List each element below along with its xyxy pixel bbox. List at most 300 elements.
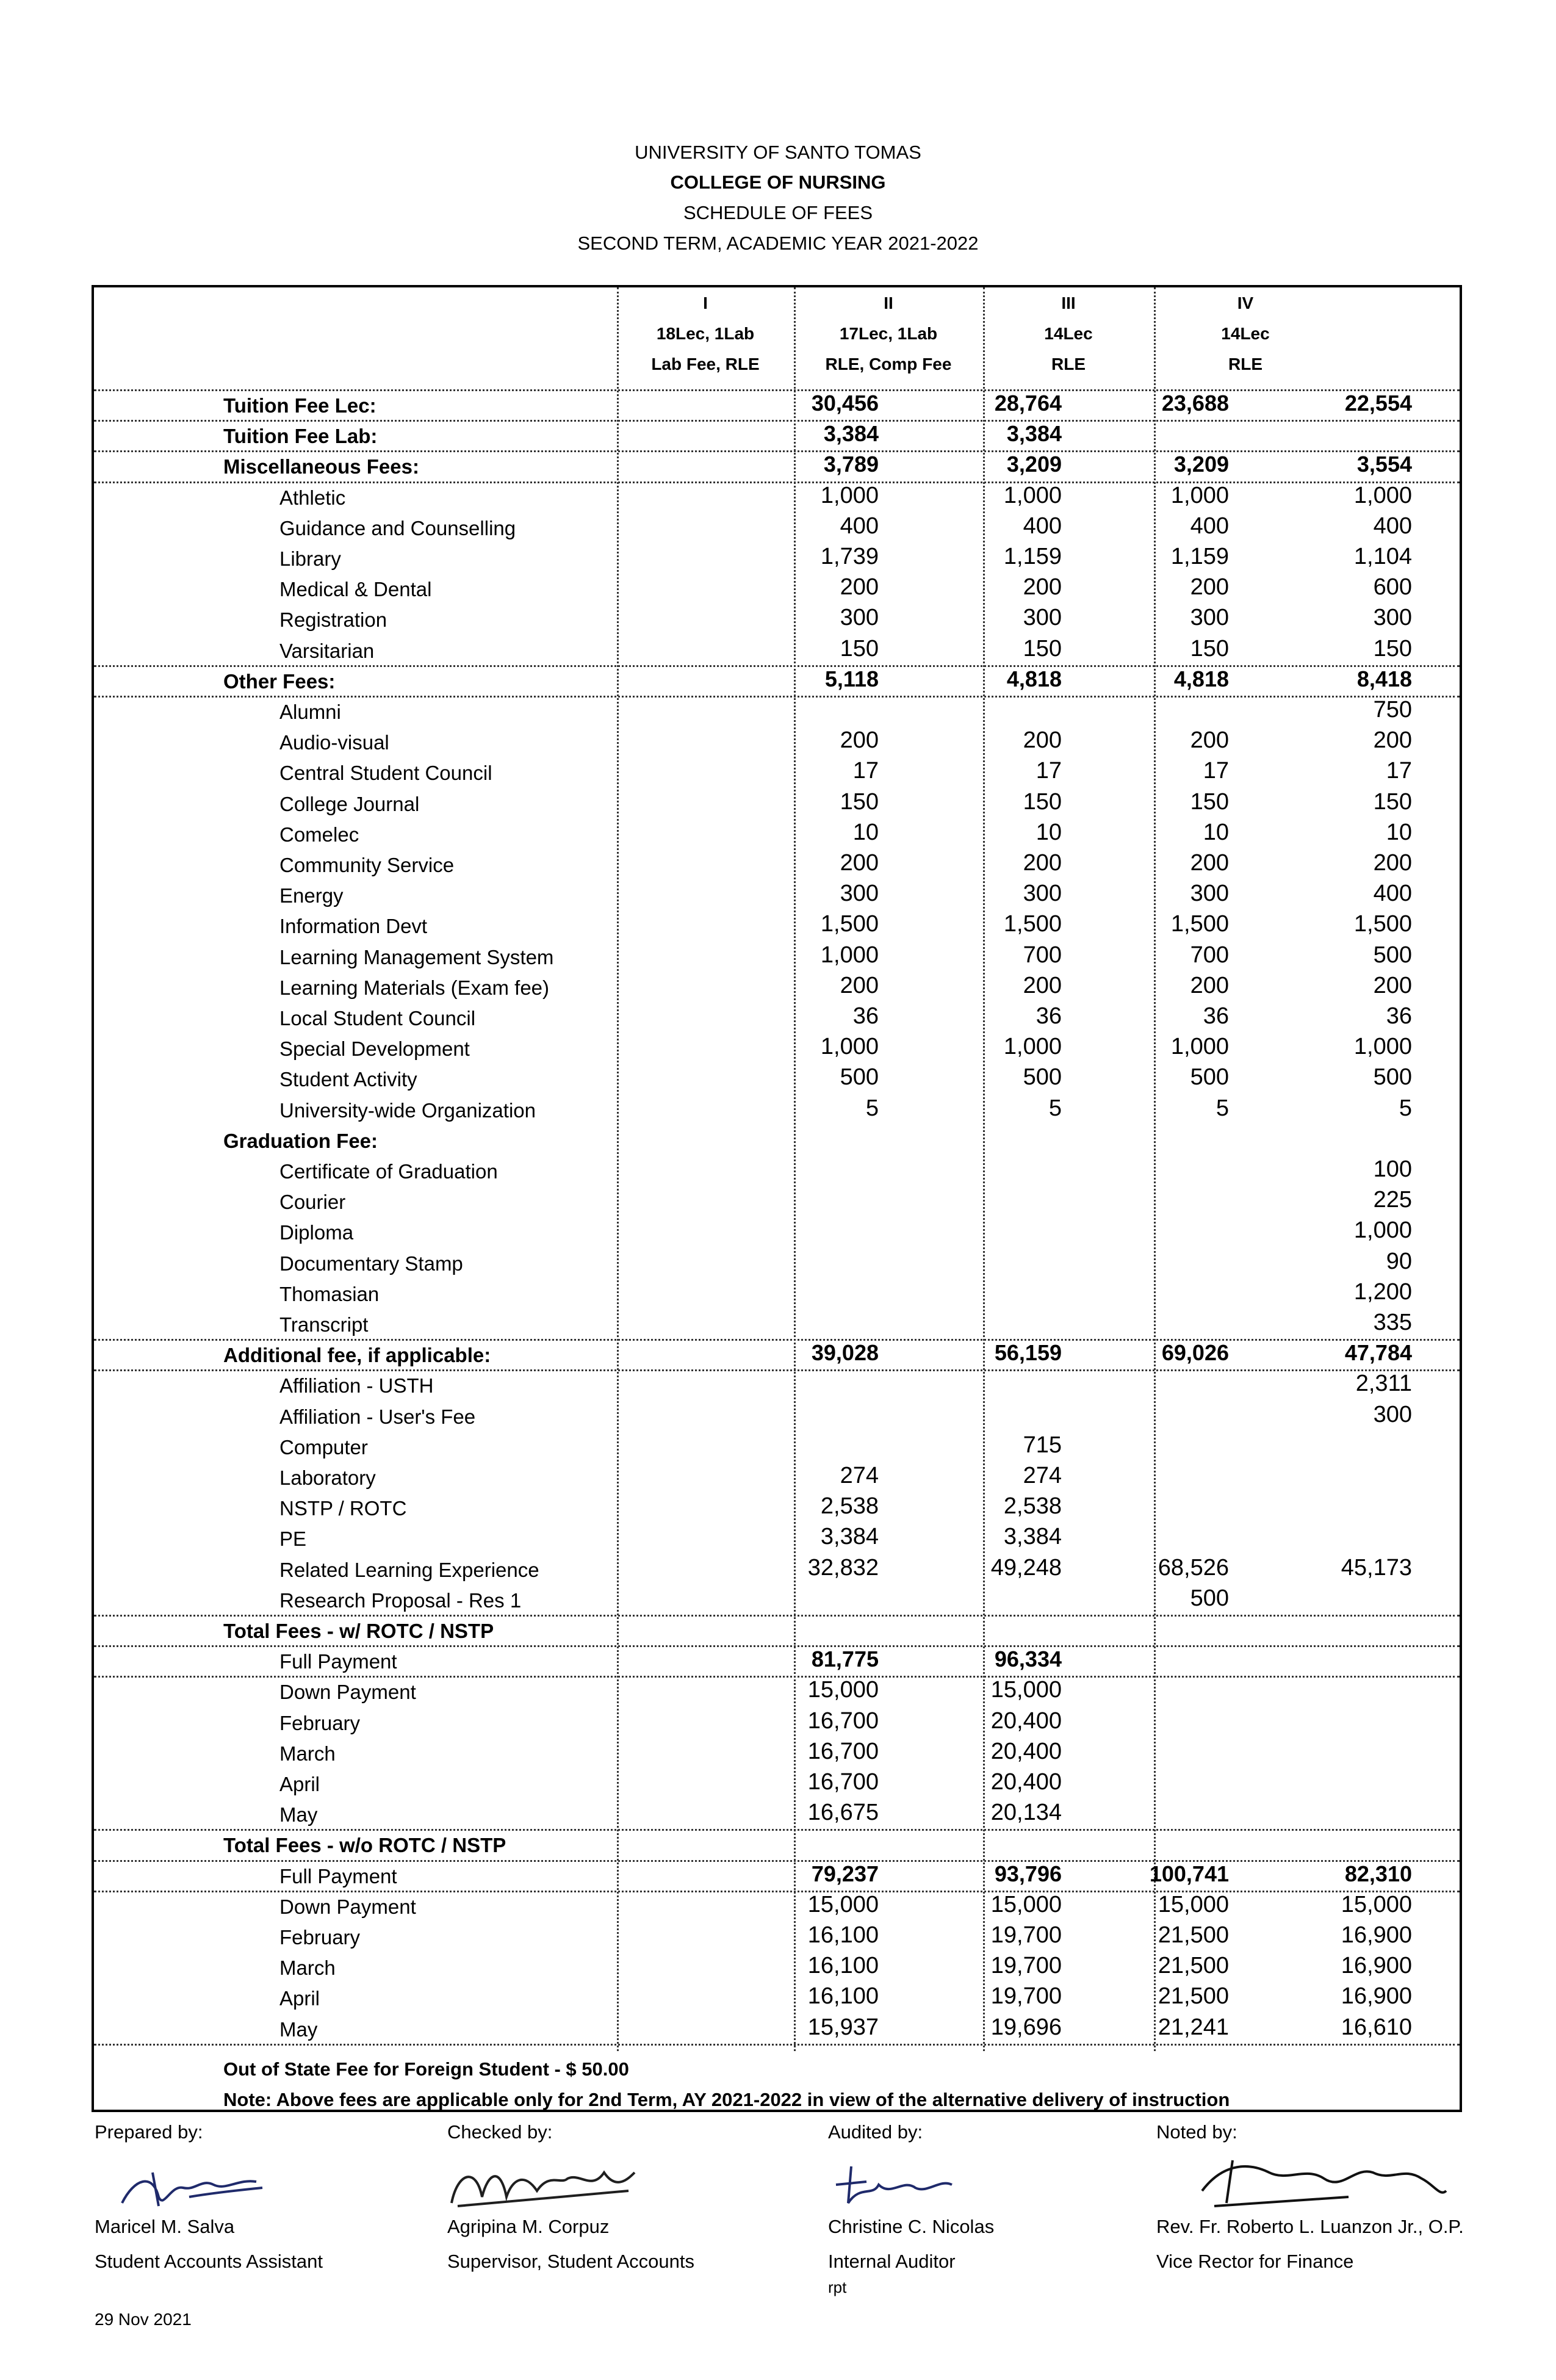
- table-row: [94, 450, 1460, 481]
- fee-amount-year-3: 1,500: [1170, 911, 1229, 937]
- fee-amount-year-4: 17: [1386, 758, 1412, 784]
- fee-amount-year-2: 3,384: [1003, 1524, 1062, 1549]
- fee-amount-year-4: 200: [1373, 727, 1412, 753]
- fee-amount-year-1: 36: [852, 1003, 879, 1029]
- row-separator: [94, 1369, 1460, 1371]
- fee-amount-year-4: 5: [1399, 1095, 1412, 1121]
- fee-amount-year-3: 36: [1203, 1003, 1229, 1029]
- fee-amount-year-4: 1,104: [1353, 544, 1412, 569]
- fee-amount-year-1: 274: [840, 1463, 879, 1488]
- fee-amount-year-4: 2,311: [1355, 1371, 1412, 1396]
- fee-amount-year-3: 69,026: [1161, 1340, 1229, 1365]
- fee-amount-year-2: 93,796: [994, 1861, 1062, 1886]
- fee-amount-year-3: 23,688: [1161, 391, 1229, 416]
- fee-label: Audio-visual: [279, 731, 389, 754]
- fee-label: Varsitarian: [279, 640, 375, 662]
- fee-label: Registration: [279, 608, 387, 631]
- fee-amount-year-2: 15,000: [990, 1892, 1062, 1917]
- table-row: [94, 1186, 1460, 1216]
- fee-amount-year-1: 1,000: [820, 942, 879, 968]
- row-separator: [94, 1676, 1460, 1678]
- fee-amount-year-4: 150: [1373, 636, 1412, 662]
- fee-amount-year-1: 16,675: [807, 1800, 879, 1825]
- table-row: [94, 389, 1460, 420]
- fee-amount-year-1: 32,832: [807, 1555, 879, 1581]
- table-row: [94, 1829, 1460, 1859]
- fee-amount-year-1: 79,237: [811, 1861, 879, 1886]
- checked-by-label: Checked by:: [447, 2121, 553, 2143]
- fee-label: PE: [279, 1527, 307, 1550]
- fee-amount-year-4: 15,000: [1341, 1892, 1412, 1917]
- fee-amount-year-1: 1,000: [820, 483, 879, 508]
- college-name: COLLEGE OF NURSING: [670, 171, 886, 193]
- fee-amount-year-4: 500: [1373, 1064, 1412, 1090]
- fee-amount-year-4: 750: [1373, 697, 1412, 723]
- fee-amount-year-2: 15,000: [990, 1677, 1062, 1703]
- fee-amount-year-1: 300: [840, 605, 879, 630]
- row-separator: [94, 389, 1460, 391]
- fee-amount-year-2: 500: [1023, 1064, 1062, 1090]
- fee-amount-year-1: 15,000: [807, 1892, 879, 1917]
- fee-amount-year-2: 150: [1023, 789, 1062, 815]
- fee-label: Information Devt: [279, 915, 428, 937]
- fee-amount-year-3: 200: [1190, 574, 1229, 600]
- fee-amount-year-1: 16,700: [807, 1739, 879, 1764]
- fee-amount-year-3: 500: [1190, 1064, 1229, 1090]
- fee-amount-year-4: 150: [1373, 789, 1412, 815]
- fee-amount-year-3: 3,209: [1173, 452, 1229, 477]
- fee-amount-year-2: 10: [1036, 820, 1062, 845]
- fee-amount-year-1: 150: [840, 636, 879, 662]
- table-row: [94, 1431, 1460, 1462]
- fee-amount-year-3: 21,500: [1158, 1922, 1229, 1948]
- fee-amount-year-1: 300: [840, 881, 879, 906]
- fee-amount-year-3: 4,818: [1173, 666, 1229, 691]
- fee-label: Learning Management System: [279, 946, 554, 968]
- fee-amount-year-1: 200: [840, 574, 879, 600]
- fee-amount-year-4: 300: [1373, 605, 1412, 630]
- fee-amount-year-3: 300: [1190, 605, 1229, 630]
- fee-amount-year-4: 200: [1373, 973, 1412, 998]
- fee-amount-year-2: 19,696: [990, 2014, 1062, 2040]
- fee-amount-year-2: 3,384: [1006, 421, 1062, 446]
- fee-amount-year-2: 200: [1023, 727, 1062, 753]
- fee-label: February: [279, 1926, 361, 1949]
- fee-amount-year-3: 400: [1190, 513, 1229, 539]
- fee-amount-year-3: 21,500: [1158, 1983, 1229, 2009]
- table-row: [94, 788, 1460, 818]
- fee-label: Diploma: [279, 1221, 354, 1244]
- noted-by-label: Noted by:: [1156, 2121, 1237, 2143]
- table-row: [94, 573, 1460, 604]
- fee-label: Down Payment: [279, 1681, 416, 1703]
- row-separator: [94, 1860, 1460, 1862]
- table-row: [94, 1768, 1460, 1798]
- signatory-title-4: Vice Rector for Finance: [1156, 2251, 1354, 2272]
- row-separator: [94, 1339, 1460, 1341]
- table-row: [94, 635, 1460, 665]
- section-label: Total Fees - w/o ROTC / NSTP: [223, 1834, 506, 1856]
- fee-amount-year-1: 200: [840, 973, 879, 998]
- row-separator: [94, 1891, 1460, 1892]
- table-row: [94, 543, 1460, 573]
- fee-table: [92, 285, 1462, 2112]
- fee-amount-year-2: 1,000: [1003, 1034, 1062, 1059]
- fee-label: Comelec: [279, 823, 359, 846]
- table-row: [94, 1737, 1460, 1768]
- fee-label: March: [279, 1956, 336, 1979]
- fee-label: Special Development: [279, 1037, 470, 1060]
- fee-amount-year-4: 1,000: [1353, 1217, 1412, 1243]
- table-row: [94, 1676, 1460, 1706]
- fee-amount-year-4: 1,500: [1353, 911, 1412, 937]
- fee-amount-year-1: 1,000: [820, 1034, 879, 1059]
- fee-amount-year-3: 500: [1190, 1585, 1229, 1611]
- fee-label: NSTP / ROTC: [279, 1497, 407, 1520]
- fee-amount-year-1: 1,739: [820, 544, 879, 569]
- fee-amount-year-1: 30,456: [811, 391, 879, 416]
- fee-amount-year-2: 400: [1023, 513, 1062, 539]
- col-header-load-4: 14Lec: [1221, 324, 1270, 343]
- row-separator: [94, 1645, 1460, 1647]
- fee-amount-year-4: 82,310: [1344, 1861, 1412, 1886]
- fee-amount-year-4: 10: [1386, 820, 1412, 845]
- table-row: [94, 2013, 1460, 2044]
- signatory-name-2: Agripina M. Corpuz: [447, 2216, 610, 2237]
- fee-amount-year-1: 3,789: [823, 452, 879, 477]
- fee-label: April: [279, 1773, 320, 1795]
- fee-amount-year-4: 45,173: [1341, 1555, 1412, 1581]
- fee-amount-year-2: 20,400: [990, 1739, 1062, 1764]
- fee-amount-year-4: 90: [1386, 1249, 1412, 1274]
- fee-amount-year-2: 715: [1023, 1432, 1062, 1458]
- fee-amount-year-1: 10: [852, 820, 879, 845]
- table-row: [94, 879, 1460, 910]
- fee-amount-year-4: 600: [1373, 574, 1412, 600]
- fee-amount-year-2: 1,159: [1003, 544, 1062, 569]
- table-row: [94, 1308, 1460, 1339]
- section-label: Other Fees:: [223, 670, 336, 693]
- fee-amount-year-1: 400: [840, 513, 879, 539]
- foreign-student-fee-note: Out of State Fee for Foreign Student - $ 50.00: [223, 2058, 629, 2080]
- preparer-initials: rpt: [828, 2278, 847, 2296]
- fee-label: Laboratory: [279, 1466, 376, 1489]
- table-row: [94, 512, 1460, 543]
- fee-label: Transcript: [279, 1313, 369, 1336]
- fee-label: February: [279, 1712, 361, 1734]
- fee-amount-year-4: 200: [1373, 850, 1412, 876]
- table-row: [94, 1247, 1460, 1278]
- row-separator: [94, 420, 1460, 422]
- fee-label: Full Payment: [279, 1865, 397, 1888]
- row-separator: [94, 1829, 1460, 1831]
- fee-amount-year-3: 68,526: [1158, 1555, 1229, 1581]
- fee-label: Student Activity: [279, 1068, 417, 1091]
- signatory-title-1: Student Accounts Assistant: [95, 2251, 323, 2272]
- signatory-name-1: Maricel M. Salva: [95, 2216, 235, 2237]
- fee-amount-year-2: 150: [1023, 636, 1062, 662]
- fee-label: Certificate of Graduation: [279, 1160, 498, 1183]
- fee-label: Alumni: [279, 701, 341, 723]
- col-header-load-2: 17Lec, 1Lab: [839, 324, 938, 343]
- col-header-load-1: 18Lec, 1Lab: [656, 324, 755, 343]
- fee-amount-year-3: 1,159: [1170, 544, 1229, 569]
- fee-amount-year-2: 17: [1036, 758, 1062, 784]
- fee-amount-year-4: 400: [1373, 881, 1412, 906]
- fee-amount-year-1: 150: [840, 789, 879, 815]
- fee-amount-year-3: 17: [1203, 758, 1229, 784]
- col-header-extra-1: Lab Fee, RLE: [651, 355, 760, 373]
- fee-amount-year-3: 200: [1190, 850, 1229, 876]
- section-label: Tuition Fee Lab:: [223, 425, 378, 447]
- fee-amount-year-4: 400: [1373, 513, 1412, 539]
- col-header-year-4: IV: [1237, 294, 1254, 312]
- table-row: [94, 1094, 1460, 1125]
- fee-label: Affiliation - USTH: [279, 1374, 434, 1397]
- row-separator: [94, 2044, 1460, 2046]
- fee-amount-year-1: 16,700: [807, 1708, 879, 1734]
- fee-label: Computer: [279, 1436, 368, 1459]
- row-separator: [94, 696, 1460, 698]
- fee-label: Library: [279, 547, 341, 570]
- fee-label: Community Service: [279, 854, 455, 876]
- fee-amount-year-2: 5: [1048, 1095, 1062, 1121]
- fee-amount-year-2: 49,248: [990, 1555, 1062, 1581]
- fee-amount-year-4: 500: [1373, 942, 1412, 968]
- fee-amount-year-1: 39,028: [811, 1340, 879, 1365]
- fee-amount-year-2: 20,400: [990, 1708, 1062, 1734]
- fee-label: Thomasian: [279, 1283, 380, 1305]
- fee-amount-year-2: 28,764: [994, 391, 1062, 416]
- fee-amount-year-3: 1,000: [1170, 1034, 1229, 1059]
- fee-label: Athletic: [279, 486, 346, 509]
- fee-label: Local Student Council: [279, 1007, 476, 1030]
- table-row: [94, 1982, 1460, 2013]
- section-label: Tuition Fee Lec:: [223, 394, 376, 417]
- section-label: Total Fees - w/ ROTC / NSTP: [223, 1620, 494, 1642]
- fee-amount-year-1: 3,384: [823, 421, 879, 446]
- fee-label: Learning Materials (Exam fee): [279, 976, 550, 999]
- col-header-year-3: III: [1061, 294, 1076, 312]
- fee-amount-year-4: 16,900: [1341, 1983, 1412, 2009]
- table-row: [94, 481, 1460, 512]
- signature-salva: [116, 2160, 275, 2215]
- fee-amount-year-3: 15,000: [1158, 1892, 1229, 1917]
- fee-amount-year-2: 20,134: [990, 1800, 1062, 1825]
- fee-amount-year-1: 81,775: [811, 1646, 879, 1671]
- table-row: [94, 696, 1460, 726]
- fee-label: Down Payment: [279, 1895, 416, 1918]
- signatory-name-4: Rev. Fr. Roberto L. Luanzon Jr., O.P.: [1156, 2216, 1464, 2237]
- fee-amount-year-2: 96,334: [994, 1646, 1062, 1671]
- table-row: [94, 941, 1460, 972]
- fee-amount-year-2: 36: [1036, 1003, 1062, 1029]
- fee-amount-year-2: 19,700: [990, 1953, 1062, 1978]
- table-row: [94, 972, 1460, 1002]
- table-row: [94, 1707, 1460, 1737]
- fee-amount-year-1: 500: [840, 1064, 879, 1090]
- fee-amount-year-4: 16,900: [1341, 1953, 1412, 1978]
- fee-label: Courier: [279, 1191, 346, 1213]
- fee-label: March: [279, 1742, 336, 1765]
- fee-amount-year-1: 200: [840, 850, 879, 876]
- section-label: Graduation Fee:: [223, 1130, 378, 1152]
- fee-amount-year-1: 16,100: [807, 1983, 879, 2009]
- term-title: SECOND TERM, ACADEMIC YEAR 2021-2022: [577, 233, 979, 254]
- section-label: Additional fee, if applicable:: [223, 1344, 491, 1366]
- fee-amount-year-1: 16,100: [807, 1922, 879, 1948]
- signatory-name-3: Christine C. Nicolas: [828, 2216, 995, 2237]
- table-row: [94, 1002, 1460, 1033]
- table-row: [94, 1339, 1460, 1369]
- university-name: UNIVERSITY OF SANTO TOMAS: [635, 142, 921, 163]
- document-title: SCHEDULE OF FEES: [683, 202, 873, 223]
- fee-label: Central Student Council: [279, 762, 492, 784]
- fee-label: April: [279, 1987, 320, 2010]
- fee-amount-year-4: 300: [1373, 1402, 1412, 1427]
- row-separator: [94, 1615, 1460, 1617]
- fee-amount-year-4: 1,200: [1353, 1279, 1412, 1305]
- signatory-title-3: Internal Auditor: [828, 2251, 956, 2272]
- prepared-by-label: Prepared by:: [95, 2121, 203, 2143]
- row-separator: [94, 450, 1460, 452]
- fee-amount-year-3: 21,241: [1158, 2014, 1229, 2040]
- signature-nicolas: [824, 2160, 1007, 2209]
- fee-amount-year-2: 4,818: [1006, 666, 1062, 691]
- fee-amount-year-3: 700: [1190, 942, 1229, 968]
- fee-amount-year-4: 1,000: [1353, 483, 1412, 508]
- fee-amount-year-3: 200: [1190, 727, 1229, 753]
- col-header-extra-2: RLE, Comp Fee: [825, 355, 952, 373]
- fee-label: May: [279, 2018, 318, 2041]
- table-row: [94, 1278, 1460, 1308]
- fee-amount-year-2: 20,400: [990, 1769, 1062, 1795]
- audited-by-label: Audited by:: [828, 2121, 923, 2143]
- table-row: [94, 665, 1460, 696]
- table-row: [94, 1891, 1460, 1921]
- signatory-title-2: Supervisor, Student Accounts: [447, 2251, 694, 2272]
- fee-amount-year-3: 5: [1216, 1095, 1229, 1121]
- fee-amount-year-1: 5,118: [824, 666, 879, 691]
- fee-amount-year-2: 300: [1023, 605, 1062, 630]
- table-row: [94, 1063, 1460, 1094]
- table-row: [94, 1125, 1460, 1155]
- table-row: [94, 1615, 1460, 1645]
- fee-amount-year-1: 3,384: [820, 1524, 879, 1549]
- table-row: [94, 1952, 1460, 1982]
- table-row: [94, 910, 1460, 940]
- col-header-year-2: II: [884, 294, 893, 312]
- fee-amount-year-2: 200: [1023, 973, 1062, 998]
- document-date: 29 Nov 2021: [95, 2310, 192, 2329]
- fee-amount-year-4: 3,554: [1356, 452, 1412, 477]
- signature-luanzon: [1196, 2148, 1452, 2215]
- fee-amount-year-1: 1,500: [820, 911, 879, 937]
- col-header-extra-3: RLE: [1051, 355, 1086, 373]
- table-row: [94, 1033, 1460, 1063]
- fee-amount-year-4: 335: [1373, 1310, 1412, 1335]
- table-row: [94, 1584, 1460, 1615]
- fee-label: Documentary Stamp: [279, 1252, 463, 1275]
- table-row: [94, 1921, 1460, 1952]
- fee-label: Medical & Dental: [279, 578, 432, 600]
- fee-label: Guidance and Counselling: [279, 517, 516, 539]
- fee-amount-year-2: 19,700: [990, 1983, 1062, 2009]
- fee-amount-year-4: 16,900: [1341, 1922, 1412, 1948]
- fee-amount-year-3: 100,741: [1149, 1861, 1229, 1886]
- fee-amount-year-4: 36: [1386, 1003, 1412, 1029]
- table-row: [94, 1492, 1460, 1523]
- fee-label: Affiliation - User's Fee: [279, 1405, 476, 1428]
- table-row: [94, 1369, 1460, 1400]
- row-separator: [94, 665, 1460, 667]
- fee-label: Research Proposal - Res 1: [279, 1589, 522, 1612]
- fee-amount-year-4: 22,554: [1344, 391, 1412, 416]
- fee-amount-year-4: 16,610: [1341, 2014, 1412, 2040]
- table-row: [94, 818, 1460, 849]
- table-row: [94, 726, 1460, 757]
- fee-label: Related Learning Experience: [279, 1559, 539, 1581]
- fee-amount-year-1: 16,100: [807, 1953, 879, 1978]
- table-row: [94, 1462, 1460, 1492]
- fee-amount-year-4: 225: [1373, 1187, 1412, 1213]
- fee-label: University-wide Organization: [279, 1099, 536, 1122]
- fee-amount-year-4: 47,784: [1344, 1340, 1412, 1365]
- fee-amount-year-2: 274: [1023, 1463, 1062, 1488]
- fee-amount-year-3: 150: [1190, 636, 1229, 662]
- fee-amount-year-2: 200: [1023, 574, 1062, 600]
- fee-amount-year-1: 2,538: [820, 1493, 879, 1519]
- col-header-load-3: 14Lec: [1044, 324, 1093, 343]
- fee-amount-year-3: 300: [1190, 881, 1229, 906]
- fee-amount-year-1: 200: [840, 727, 879, 753]
- fee-amount-year-4: 100: [1373, 1156, 1412, 1182]
- table-row: [94, 604, 1460, 634]
- col-header-year-1: I: [703, 294, 708, 312]
- fee-amount-year-4: 1,000: [1353, 1034, 1412, 1059]
- fee-amount-year-2: 200: [1023, 850, 1062, 876]
- table-row: [94, 757, 1460, 787]
- col-header-extra-4: RLE: [1228, 355, 1262, 373]
- fee-amount-year-2: 3,209: [1006, 452, 1062, 477]
- signature-corpuz: [445, 2154, 641, 2215]
- table-row: [94, 849, 1460, 879]
- table-row: [94, 1554, 1460, 1584]
- fee-amount-year-2: 700: [1023, 942, 1062, 968]
- table-row: [94, 1645, 1460, 1676]
- table-row: [94, 1523, 1460, 1553]
- fee-amount-year-2: 19,700: [990, 1922, 1062, 1948]
- fee-amount-year-2: 300: [1023, 881, 1062, 906]
- fee-amount-year-4: 8,418: [1356, 666, 1412, 691]
- table-row: [94, 1798, 1460, 1829]
- fee-amount-year-1: 17: [852, 758, 879, 784]
- table-row: [94, 1216, 1460, 1247]
- fee-amount-year-1: 5: [865, 1095, 879, 1121]
- fee-amount-year-2: 56,159: [994, 1340, 1062, 1365]
- fee-amount-year-3: 150: [1190, 789, 1229, 815]
- fee-amount-year-3: 21,500: [1158, 1953, 1229, 1978]
- fee-amount-year-2: 1,000: [1003, 483, 1062, 508]
- fee-amount-year-2: 2,538: [1003, 1493, 1062, 1519]
- fee-amount-year-2: 1,500: [1003, 911, 1062, 937]
- section-label: Miscellaneous Fees:: [223, 455, 419, 478]
- fee-amount-year-1: 15,000: [807, 1677, 879, 1703]
- fee-amount-year-3: 10: [1203, 820, 1229, 845]
- fee-label: May: [279, 1803, 318, 1826]
- row-separator: [94, 481, 1460, 483]
- fee-amount-year-1: 16,700: [807, 1769, 879, 1795]
